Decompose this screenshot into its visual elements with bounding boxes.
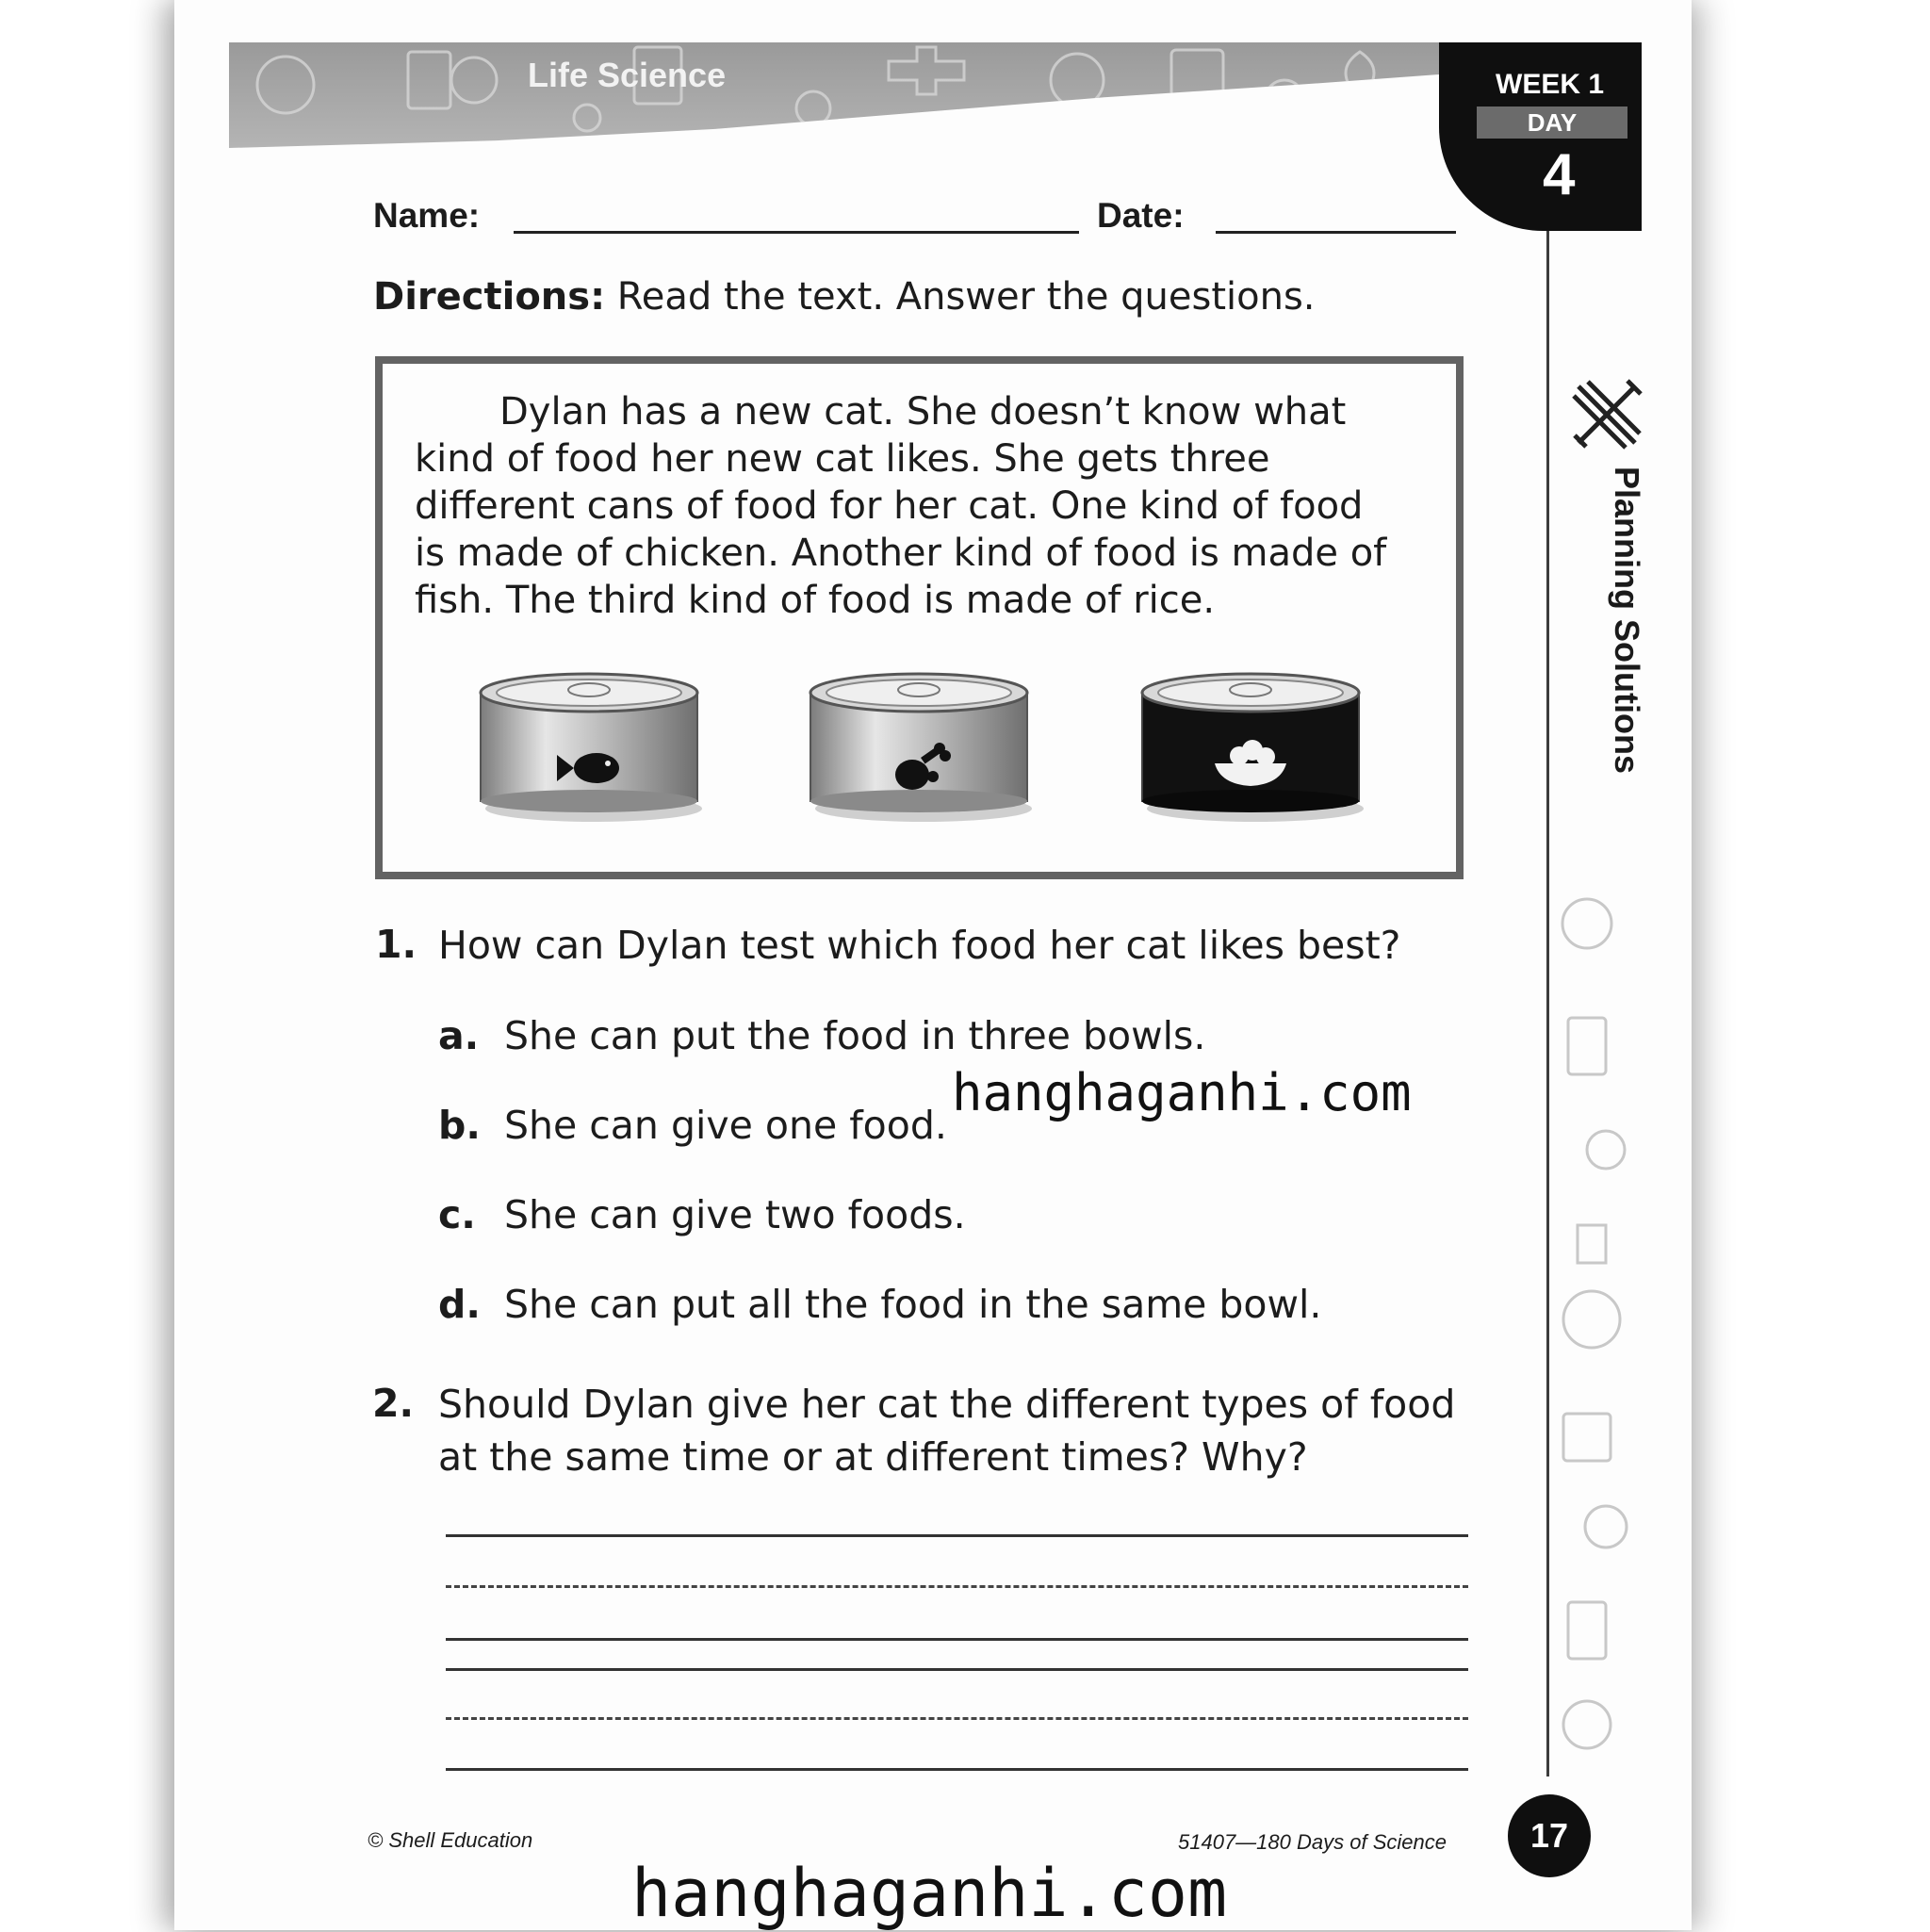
- chicken-can-image: [806, 669, 1041, 825]
- option-d-letter: d.: [438, 1282, 481, 1327]
- option-b[interactable]: She can give one food.: [504, 1103, 947, 1148]
- option-d[interactable]: She can put all the food in the same bowl.: [504, 1282, 1322, 1327]
- passage-line: kind of food her new cat likes. She gets three: [415, 437, 1270, 481]
- answer-line[interactable]: [446, 1668, 1468, 1671]
- day-label: DAY: [1477, 106, 1627, 139]
- passage-line: fish. The third kind of food is made of rice.: [415, 579, 1216, 622]
- directions-label: Directions:: [373, 275, 606, 319]
- answer-line[interactable]: [446, 1534, 1468, 1537]
- subject-title: Life Science: [528, 56, 727, 94]
- book-title: 51407—180 Days of Science: [1178, 1830, 1447, 1854]
- question-2-line: at the same time or at different times? Why?: [438, 1434, 1308, 1480]
- directions-text: Read the text. Answer the questions.: [605, 275, 1316, 319]
- answer-guide-dashed: [446, 1717, 1468, 1720]
- option-a[interactable]: She can put the food in three bowls.: [504, 1013, 1206, 1058]
- pencil-ruler-icon: [1569, 377, 1644, 452]
- day-number: 4: [1543, 142, 1576, 207]
- watermark-text: hanghaganhi.com: [631, 1855, 1228, 1932]
- option-a-letter: a.: [438, 1013, 480, 1058]
- directions: [373, 275, 1316, 319]
- page-number: 17: [1508, 1794, 1591, 1877]
- fish-can-image: [476, 669, 711, 825]
- answer-line[interactable]: [446, 1638, 1468, 1641]
- date-label: Date:: [1097, 196, 1185, 235]
- question-2-line: Should Dylan give her cat the different types of food: [438, 1382, 1456, 1427]
- week-label: WEEK 1: [1496, 69, 1605, 100]
- rice-can-image: [1137, 669, 1373, 825]
- name-field[interactable]: [514, 231, 1079, 234]
- passage-line: Dylan has a new cat. She doesn’t know what: [499, 390, 1347, 434]
- date-field[interactable]: [1216, 231, 1456, 234]
- option-b-letter: b.: [438, 1103, 481, 1148]
- answer-guide-dashed: [446, 1585, 1468, 1588]
- watermark-text: hanghaganhi.com: [952, 1063, 1412, 1122]
- answer-line[interactable]: [446, 1768, 1468, 1771]
- option-c[interactable]: She can give two foods.: [504, 1192, 966, 1237]
- question-1-text: How can Dylan test which food her cat likes best?: [438, 923, 1401, 968]
- publisher-credit: © Shell Education: [368, 1828, 533, 1852]
- name-label: Name:: [373, 196, 481, 235]
- question-2-number: 2.: [372, 1381, 415, 1426]
- section-label: Planning Solutions: [1608, 467, 1646, 774]
- question-1-number: 1.: [375, 922, 417, 967]
- passage-text: [415, 388, 1432, 624]
- passage-line: different cans of food for her cat. One kind of food: [415, 484, 1364, 528]
- option-c-letter: c.: [438, 1192, 476, 1237]
- passage-line: is made of chicken. Another kind of food is made of: [415, 532, 1387, 575]
- sidebar-doodles: [1549, 848, 1644, 1828]
